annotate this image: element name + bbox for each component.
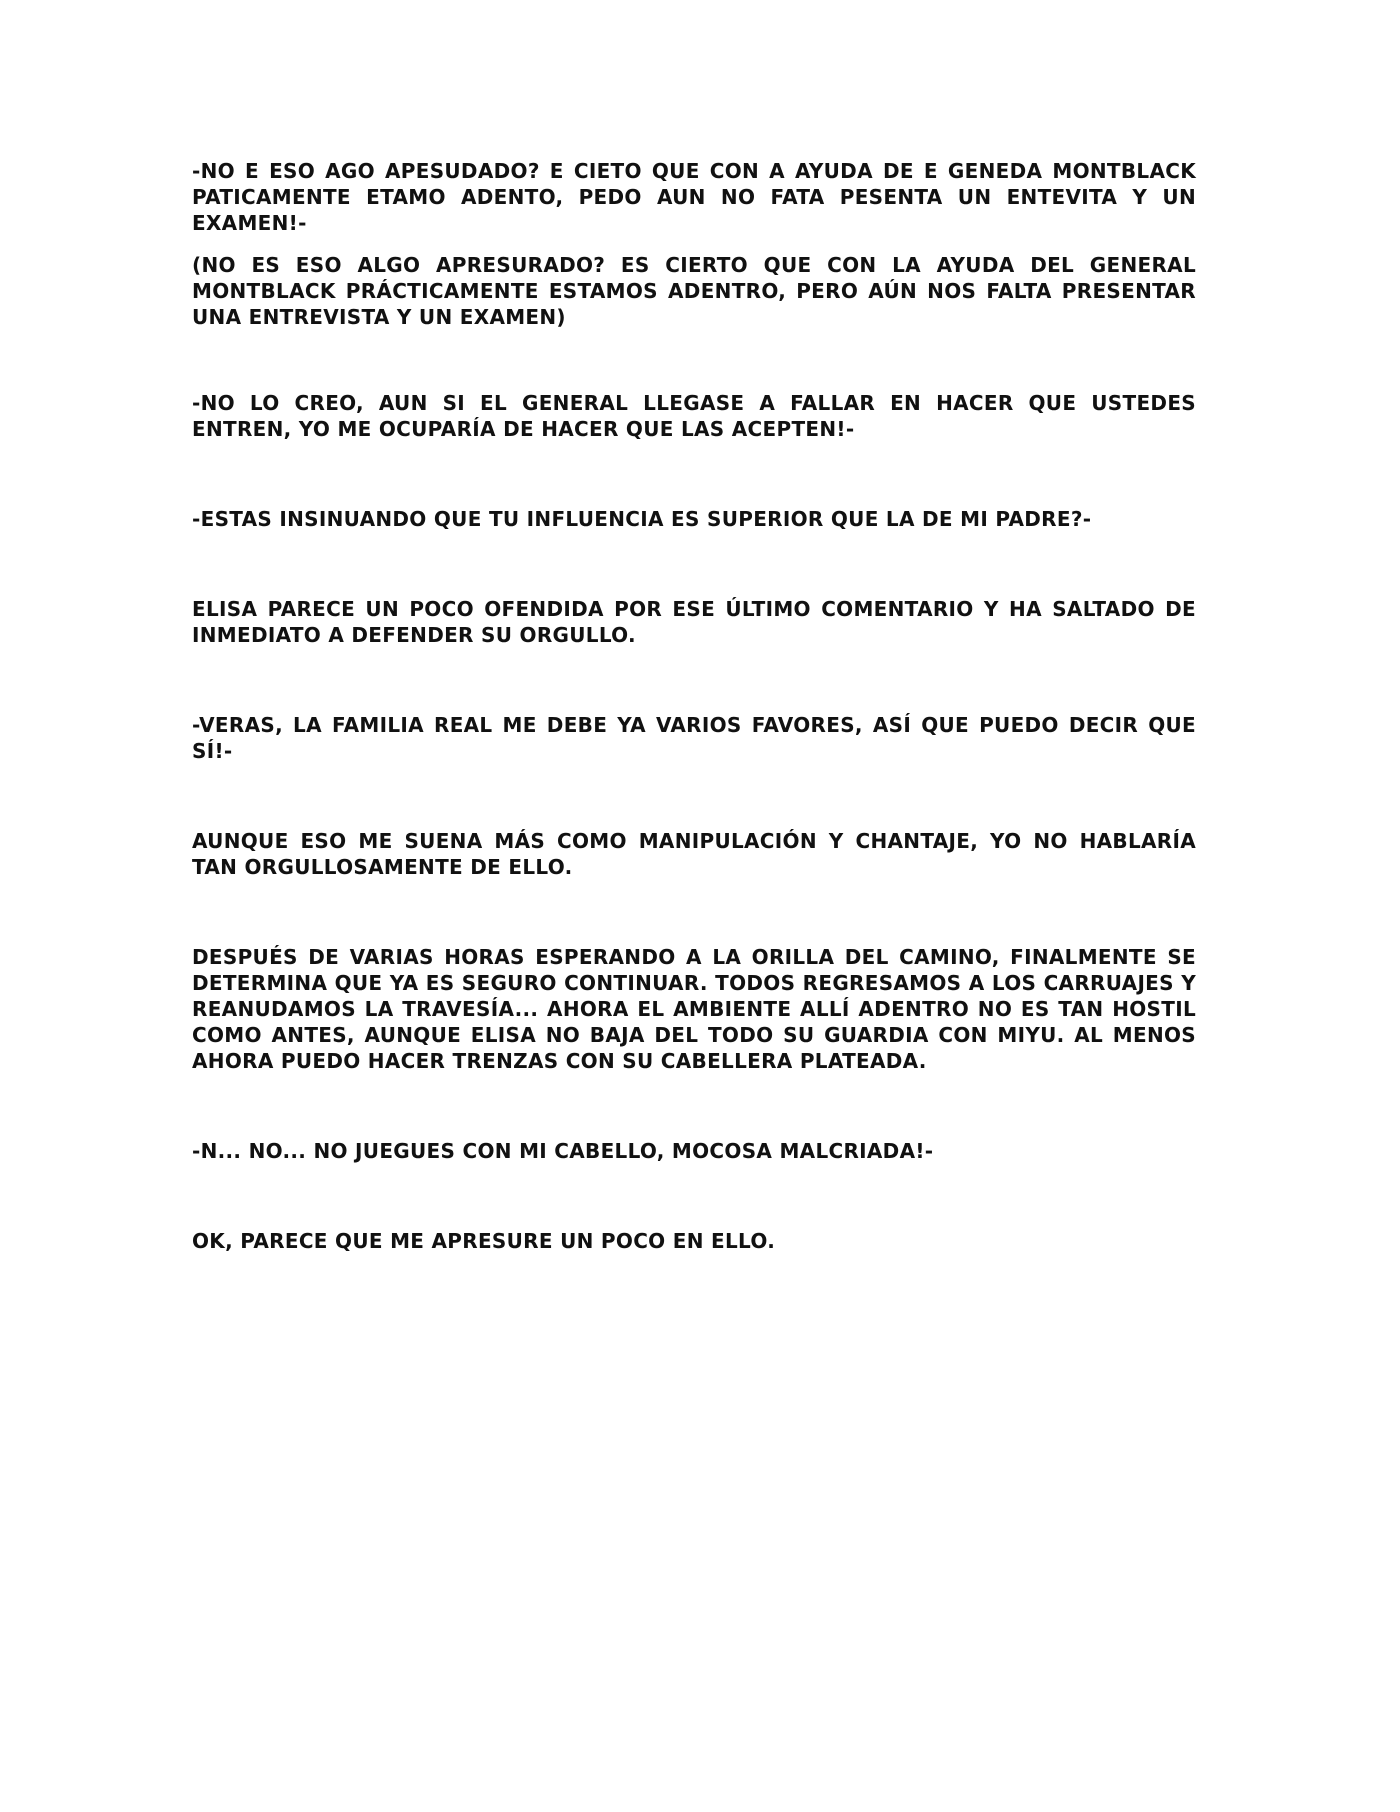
paragraph-narration-journey: DESPUÉS DE VARIAS HORAS ESPERANDO A LA ORILLA DEL CAMINO, FINALMENTE SE DETERMINA QUE YA ES SEGURO CONTINUAR. TODOS REGRESAMOS A LOS CARRUAJES Y REANUDAMOS LA TRAVESÍA... AHORA EL AMBIENTE ALLÍ ADENTRO NO ES TAN HOSTIL COMO ANTES, AUNQUE ELISA NO BAJA DEL TODO SU GUARDIA CON MIYU. AL MENOS AHORA PUEDO HACER TRENZAS CON SU CABELLERA PLATEADA.	[192, 945, 1196, 1073]
paragraph-dialogue-lisped: -NO E ESO AGO APESUDADO? E CIETO QUE CON A AYUDA DE E GENEDA MONTBLACK PATICAMENTE ETAMO ADENTO, PEDO AUN NO FATA PESENTA UN ENTEVITA Y UN EXAMEN!-	[192, 159, 1196, 235]
paragraph-dialogue-reply: -NO LO CREO, AUN SI EL GENERAL LLEGASE A FALLAR EN HACER QUE USTEDES ENTREN, YO ME OCUPARÍA DE HACER QUE LAS ACEPTEN!-	[192, 391, 1196, 441]
paragraph-dialogue-favors: -VERAS, LA FAMILIA REAL ME DEBE YA VARIOS FAVORES, ASÍ QUE PUEDO DECIR QUE SÍ!-	[192, 713, 1196, 763]
paragraph-dialogue-hair: -N... NO... NO JUEGUES CON MI CABELLO, MOCOSA MALCRIADA!-	[192, 1139, 934, 1163]
paragraph-narration-elisa: ELISA PARECE UN POCO OFENDIDA POR ESE ÚLTIMO COMENTARIO Y HA SALTADO DE INMEDIATO A DEFENDER SU ORGULLO.	[192, 597, 1196, 647]
paragraph-translation: (NO ES ESO ALGO APRESURADO? ES CIERTO QUE CON LA AYUDA DEL GENERAL MONTBLACK PRÁCTICAMENTE ESTAMOS ADENTRO, PERO AÚN NOS FALTA PRESENTAR UNA ENTREVISTA Y UN EXAMEN)	[192, 253, 1196, 329]
paragraph-narration-ending: OK, PARECE QUE ME APRESURE UN POCO EN ELLO.	[192, 1229, 776, 1253]
paragraph-dialogue-question: -ESTAS INSINUANDO QUE TU INFLUENCIA ES SUPERIOR QUE LA DE MI PADRE?-	[192, 507, 1092, 531]
paragraph-narration-manipulation: AUNQUE ESO ME SUENA MÁS COMO MANIPULACIÓN Y CHANTAJE, YO NO HABLARÍA TAN ORGULLOSAMENTE DE ELLO.	[192, 829, 1196, 879]
document-body	[192, 158, 1196, 1254]
